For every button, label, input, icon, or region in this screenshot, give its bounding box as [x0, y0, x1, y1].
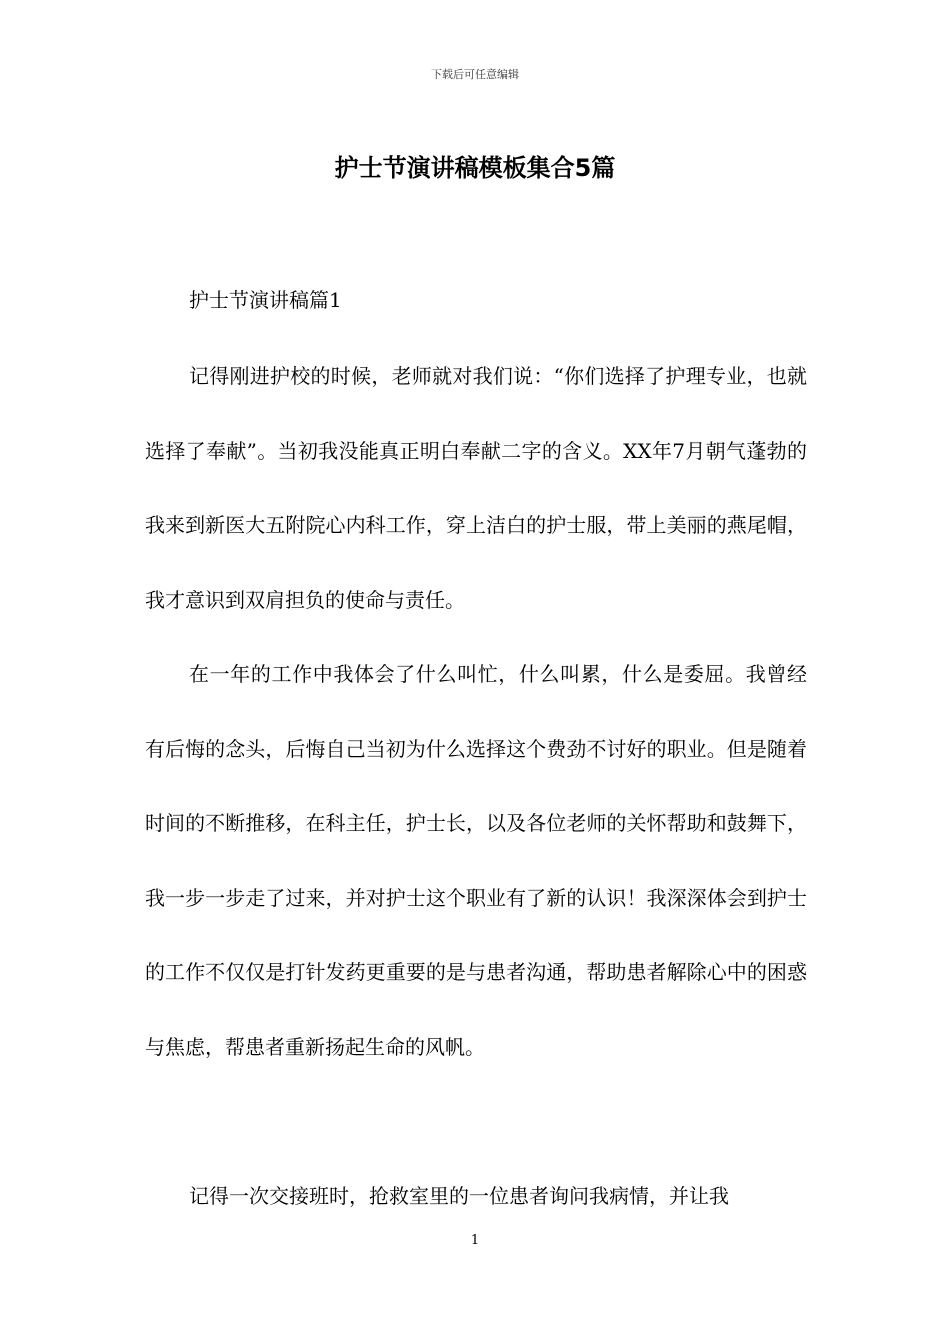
section-heading: 护士节演讲稿篇1	[189, 288, 342, 312]
page-number: 1	[470, 1233, 480, 1248]
document-title: 护士节演讲稿模板集合5篇	[334, 154, 616, 182]
header-note: 下载后可任意编辑	[431, 68, 519, 81]
paragraph-1: 记得刚进护校的时候，老师就对我们说：“你们选择了护理专业，也就选择了奉献”。当初我没能真正明白奉献二字的含义。XX年7月朝气蓬勃的我来到新医大五附院心内科工作，穿上洁白的护士服，带上美丽的燕尾帽，我才意识到双肩担负的使命与责任。	[145, 364, 807, 612]
paragraph-3: 记得一次交接班时，抢救室里的一位患者询问我病情，并让我	[189, 1184, 729, 1208]
paragraph-2: 在一年的工作中我体会了什么叫忙，什么叫累，什么是委屈。我曾经有后悔的念头，后悔自己当初为什么选择这个费劲不讨好的职业。但是随着时间的不断推移，在科主任，护士长，以及各位老师的关怀帮助和鼓舞下，我一步一步走了过来，并对护士这个职业有了新的认识！我深深体会到护士的工作不仅仅是打针发药更重要的是与患者沟通，帮助患者解除心中的困惑与焦虑，帮患者重新扬起生命的风帆。	[145, 662, 807, 1059]
